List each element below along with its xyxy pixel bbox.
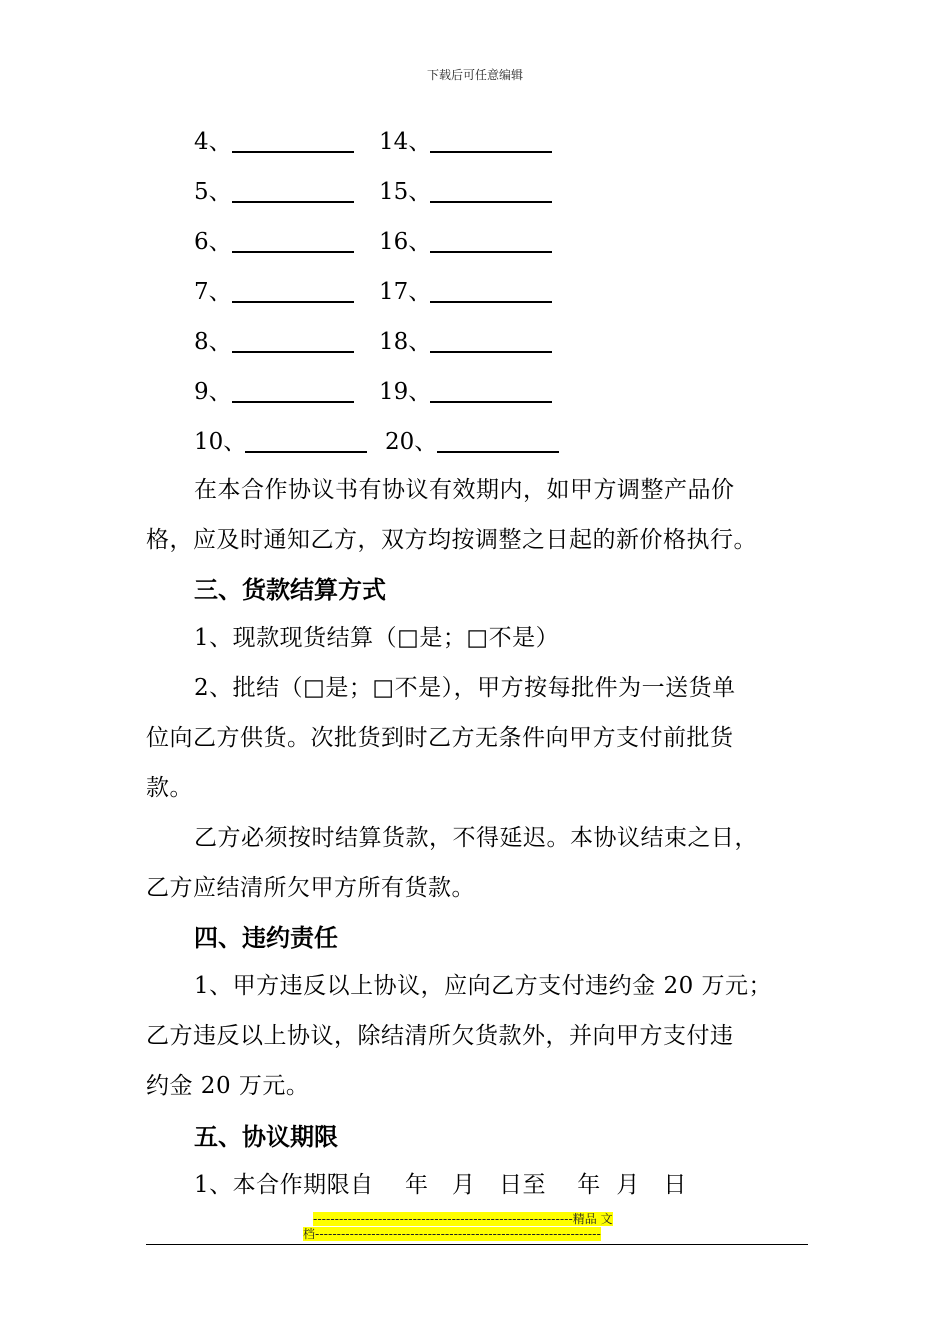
list-number: 9、 xyxy=(194,379,232,405)
paragraph-line: 乙方应结清所欠甲方所有货款。 xyxy=(146,875,475,901)
section-heading: 三、货款结算方式 xyxy=(194,576,386,604)
paragraph-line: 2、批结（□是；□不是），甲方按每批件为一送货单 xyxy=(194,675,736,701)
price-paragraph xyxy=(146,465,808,565)
blank-line xyxy=(232,151,354,153)
paragraph-line: 位向乙方供货。次批货到时乙方无条件向甲方支付前批货 xyxy=(146,725,734,751)
list-number: 18、 xyxy=(379,329,432,355)
footer-rule xyxy=(146,1244,808,1245)
list-number: 17、 xyxy=(379,279,432,305)
section-heading: 四、违约责任 xyxy=(194,924,338,952)
blank-line xyxy=(232,201,354,203)
paragraph-line: 1、甲方违反以上协议，应向乙方支付违约金 20 万元； xyxy=(194,973,773,999)
paragraph-line: 乙方必须按时结算货款，不得延迟。本协议结束之日， xyxy=(194,825,758,851)
paragraph-line: 1、现款现货结算（□是；□不是） xyxy=(194,625,560,651)
footer-line: 档------------------------------------------------------------------ xyxy=(303,1227,601,1241)
section4-body xyxy=(146,961,808,1111)
section5-body xyxy=(146,1160,808,1210)
list-number: 19、 xyxy=(379,379,432,405)
blank-line xyxy=(430,351,552,353)
blank-line xyxy=(430,301,552,303)
section-heading: 五、协议期限 xyxy=(194,1123,338,1151)
list-number: 7、 xyxy=(194,279,232,305)
blank-line xyxy=(232,251,354,253)
blank-line xyxy=(232,351,354,353)
blank-line xyxy=(245,451,367,453)
footer-band xyxy=(303,1212,650,1242)
list-number: 15、 xyxy=(379,179,432,205)
list-number: 5、 xyxy=(194,179,232,205)
blank-line xyxy=(232,401,354,403)
section3-body xyxy=(146,613,808,913)
blank-line xyxy=(430,151,552,153)
list-number: 16、 xyxy=(379,229,432,255)
list-number: 8、 xyxy=(194,329,232,355)
blank-line xyxy=(430,201,552,203)
paragraph-line: 在本合作协议书有协议有效期内，如甲方调整产品价 xyxy=(194,477,735,503)
list-number: 6、 xyxy=(194,229,232,255)
list-number: 14、 xyxy=(379,129,432,155)
paragraph-line: 乙方违反以上协议，除结清所欠货款外，并向甲方支付违 xyxy=(146,1023,734,1049)
list-number: 10、 xyxy=(194,429,247,455)
footer-line: ------------------------------------------------------------精品 文 xyxy=(313,1212,613,1226)
blank-line xyxy=(232,301,354,303)
list-number: 20、 xyxy=(385,429,438,455)
paragraph-line: 1、本合作期限自 年 月 日至 年 月 日 xyxy=(194,1172,687,1198)
header-note: 下载后可任意编辑 xyxy=(426,68,523,82)
blank-line xyxy=(430,251,552,253)
list-number: 4、 xyxy=(194,129,232,155)
paragraph-line: 约金 20 万元。 xyxy=(146,1073,310,1099)
blank-line xyxy=(430,401,552,403)
paragraph-line: 款。 xyxy=(146,775,193,801)
blank-line xyxy=(437,451,559,453)
paragraph-line: 格，应及时通知乙方，双方均按调整之日起的新价格执行。 xyxy=(146,527,757,553)
